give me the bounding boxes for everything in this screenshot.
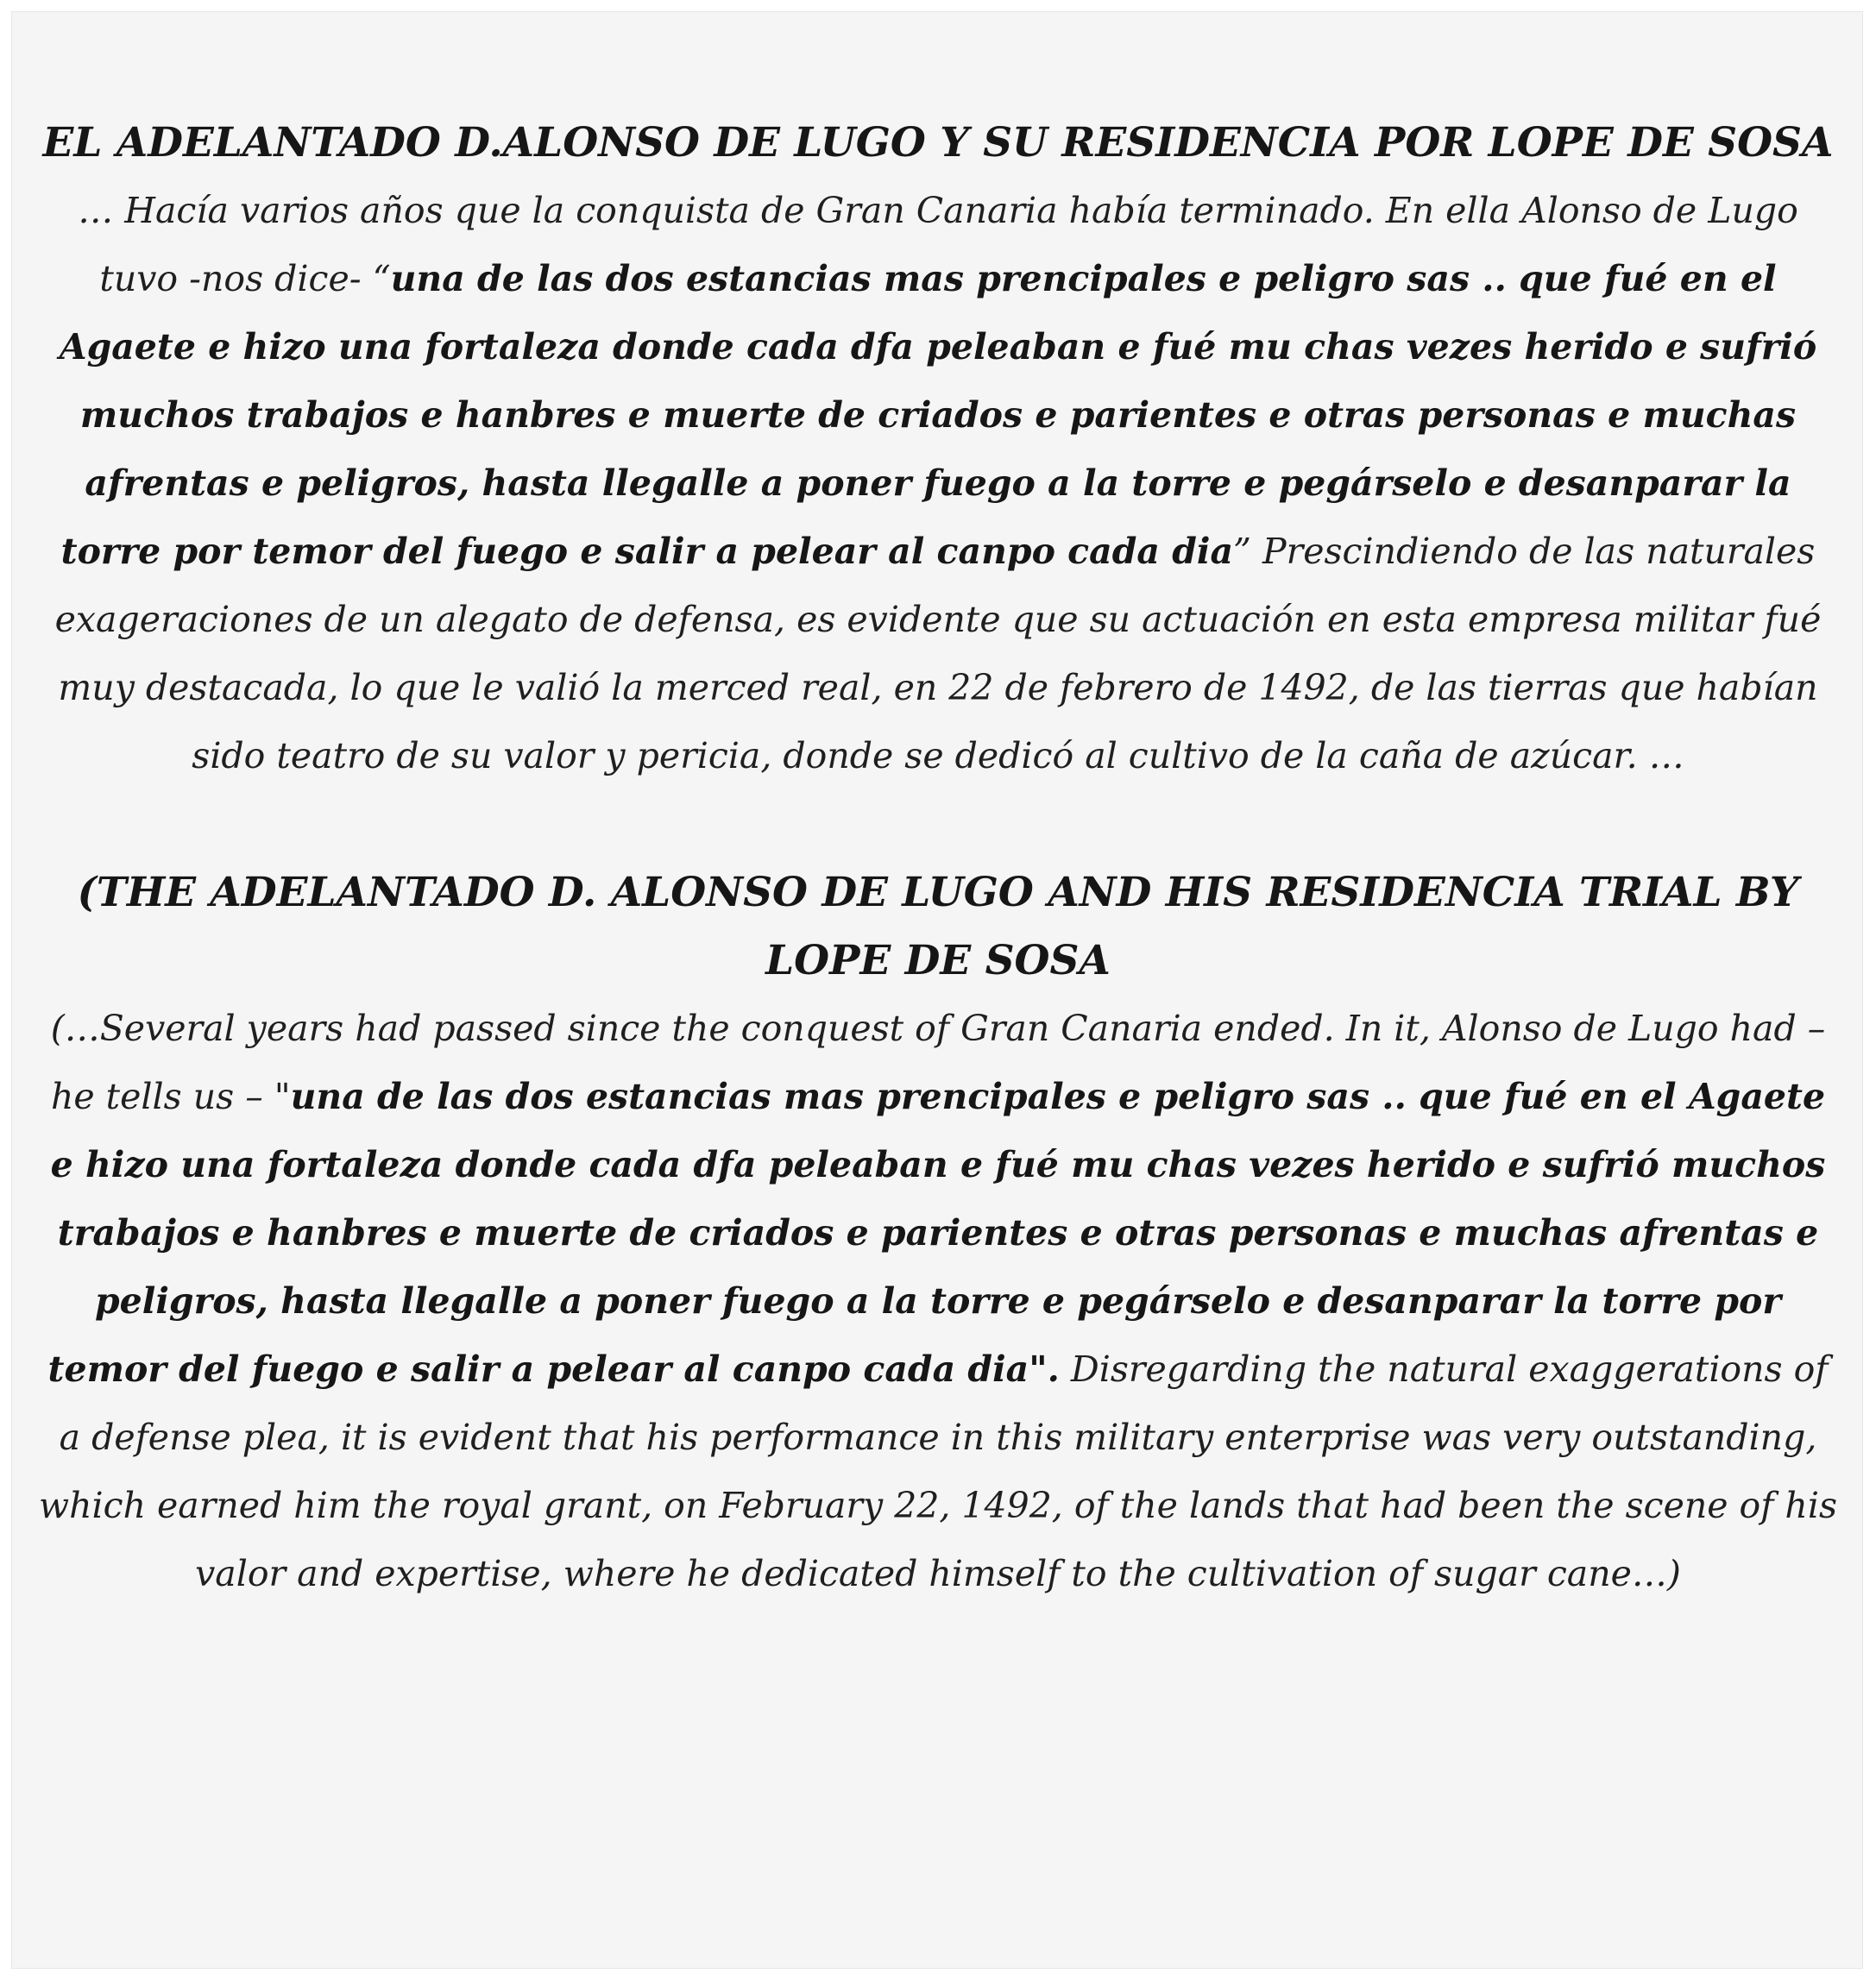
spanish-tail-text: ” Prescindiendo de las naturales exageraciones de un alegato de defensa, es evidente que su actuación en esta empresa militar fué muy destacada, lo que le valió la merced real, en 22 de febrero de 1492, de las tierras que habían sido teatro de su valor y pericia, donde se dedicó al cultivo de la caña de azúcar. … (54, 531, 1822, 776)
document-body (38, 109, 1838, 1608)
spanish-quote: una de las dos estancias mas prencipales e peligro sas .. que fué en el Agaete e hizo una fortaleza donde cada dfa peleaban e fué mu chas vezes herido e sufrió muchos trabajos e hanbres e muerte de criados e parientes e otras personas e muchas afrentas e peligros, hasta llegalle a poner fuego a la torre e pegárselo e desanparar la torre por temor del fuego e salir a pelear al canpo cada dia (59, 258, 1817, 572)
english-paragraph (38, 995, 1838, 1608)
spanish-lead-text: … Hacía varios años que la conquista de Gran Canaria había terminado. En ella Alonso de Lugo tuvo -nos dice- “ (78, 190, 1798, 299)
spanish-heading: EL ADELANTADO D.ALONSO DE LUGO Y SU RESIDENCIA POR LOPE DE SOSA (42, 119, 1834, 167)
english-tail-text: Disregarding the natural exaggerations of a defense plea, it is evident that his performance in this military enterprise was very outstanding, which earned him the royal grant, on February 22, 1492, of the lands that had been the scene of his valor and expertise, where he dedicated himself to the cultivation of sugar cane…) (39, 1348, 1837, 1594)
spanish-paragraph (38, 177, 1838, 790)
document-page (11, 11, 1863, 1969)
english-heading: (THE ADELANTADO D. ALONSO DE LUGO AND HIS RESIDENCIA TRIAL BY LOPE DE SOSA (77, 869, 1799, 984)
english-quote: una de las dos estancias mas prencipales e peligro sas .. que fué en el Agaete e hizo una fortaleza donde cada dfa peleaban e fué mu chas vezes herido e sufrió muchos trabajos e hanbres e muerte de criados e parientes e otras personas e muchas afrentas e peligros, hasta llegalle a poner fuego a la torre e pegárselo e desanparar la torre por temor del fuego e salir a pelear al canpo cada dia". (47, 1076, 1826, 1390)
section-spacer (38, 790, 1838, 858)
english-lead-text: (…Several years had passed since the conquest of Gran Canaria ended. In it, Alonso de Lugo had – he tells us – " (50, 1008, 1826, 1117)
